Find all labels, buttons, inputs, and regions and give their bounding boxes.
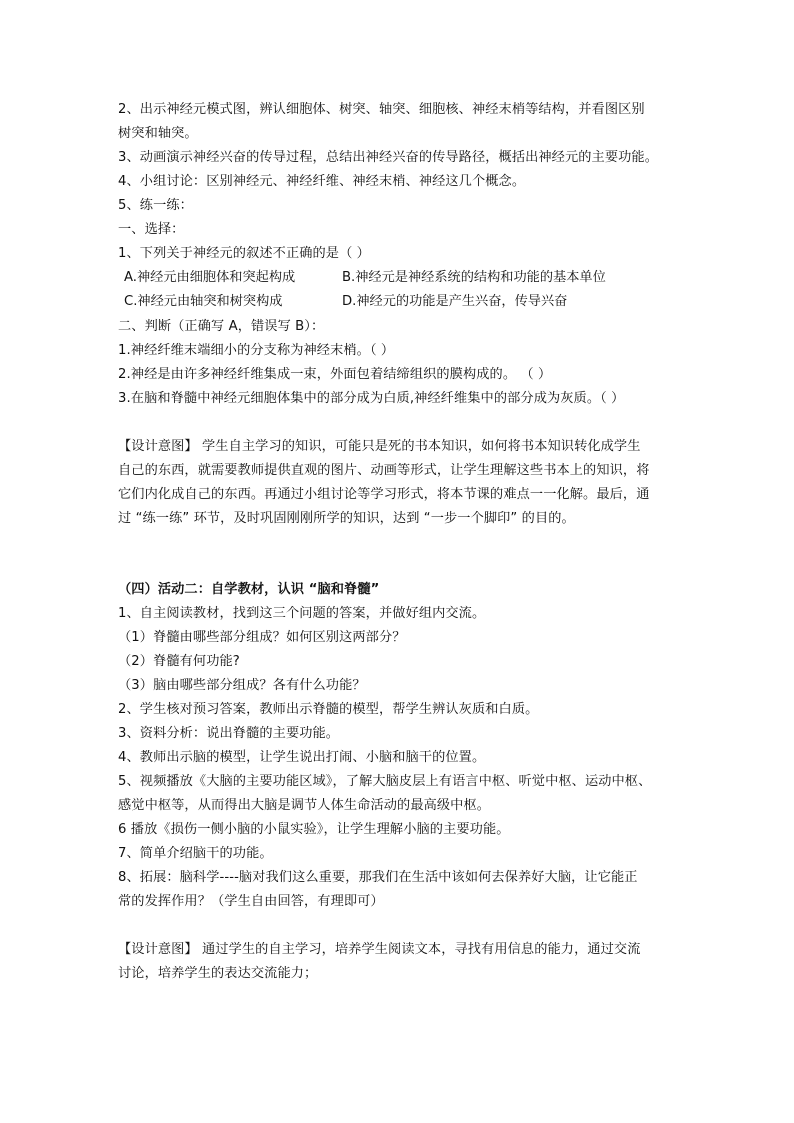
design-intent-2-line-2: 讨论，培养学生的表达交流能力； xyxy=(118,966,318,981)
activity-2-step-8-line-2: 常的发挥作用？（学生自由回答，有理即可） xyxy=(118,894,384,909)
choice-heading: 一、选择： xyxy=(118,222,185,237)
question-spinal-cord-parts: （1）脊髓由哪些部分组成？如何区别这两部分？ xyxy=(118,630,406,645)
step-5: 5、练一练： xyxy=(118,198,193,213)
question-1: 1、下列关于神经元的叙述不正确的是（ ） xyxy=(118,246,370,261)
activity-2-step-5-line-1: 5、视频播放《大脑的主要功能区域》，了解大脑皮层上有语言中枢、听觉中枢、运动中枢、 xyxy=(118,774,652,789)
option-d: D.神经元的功能是产生兴奋，传导兴奋 xyxy=(342,294,568,309)
activity-2-title: （四）活动二：自学教材，认识 “脑和脊髓” xyxy=(118,582,380,597)
activity-2-step-5-line-2: 感觉中枢等，从而得出大脑是调节人体生命活动的最高级中枢。 xyxy=(118,798,491,813)
judge-3: 3.在脑和脊髓中神经元细胞体集中的部分成为白质,神经纤维集中的部分成为灰质。（ ） xyxy=(118,391,625,406)
activity-2-step-3: 3、资料分析：说出脊髓的主要功能。 xyxy=(118,726,340,741)
step-4: 4、小组讨论：区别神经元、神经纤维、神经末梢、神经这几个概念。 xyxy=(118,174,526,189)
activity-2-step-2: 2、学生核对预习答案，教师出示脊髓的模型，帮学生辨认灰质和白质。 xyxy=(118,702,539,717)
question-brain-parts: （3）脑由哪些部分组成？各有什么功能？ xyxy=(118,678,366,693)
judge-1: 1.神经纤维末端细小的分支称为神经末梢。（ ） xyxy=(118,343,395,358)
design-intent-1-line-4: 过 “练一练” 环节，及时巩固刚刚所学的知识，达到 “一步一个脚印” 的目的。 xyxy=(118,511,575,526)
activity-2-step-6: 6 播放《损伤一侧小脑的小鼠实验》，让学生理解小脑的主要功能。 xyxy=(118,822,510,837)
step-2-line-1: 2、出示神经元模式图，辨认细胞体、树突、轴突、细胞核、神经末梢等结构，并看图区别 xyxy=(118,102,645,117)
option-c: C.神经元由轴突和树突构成 xyxy=(124,294,283,309)
step-3: 3、动画演示神经兴奋的传导过程，总结出神经兴奋的传导路径，概括出神经元的主要功能。 xyxy=(118,150,658,165)
design-intent-1-line-2: 自己的东西，就需要教师提供直观的图片、动画等形式，让学生理解这些书本上的知识，将 xyxy=(118,463,650,478)
question-spinal-cord-function: （2）脊髓有何功能? xyxy=(118,654,240,669)
judge-heading: 二、判断（正确写 A，错误写 B）： xyxy=(118,319,325,334)
option-a: A.神经元由细胞体和突起构成 xyxy=(124,270,296,285)
activity-2-step-7: 7、简单介绍脑干的功能。 xyxy=(118,846,273,861)
design-intent-1-line-3: 它们内化成自己的东西。再通过小组讨论等学习形式，将本节课的难点一一化解。最后，通 xyxy=(118,487,650,502)
activity-2-step-8-line-1: 8、拓展：脑科学----脑对我们这么重要，那我们在生活中该如何去保养好大脑，让它能正 xyxy=(118,870,638,885)
activity-2-step-1: 1、自主阅读教材，找到这三个问题的答案，并做好组内交流。 xyxy=(118,606,486,621)
judge-2: 2.神经是由许多神经纤维集成一束，外面包着结缔组织的膜构成的。 （ ） xyxy=(118,367,552,382)
activity-2-step-4: 4、教师出示脑的模型，让学生说出打闹、小脑和脑干的位置。 xyxy=(118,750,486,765)
design-intent-2-line-1: 【设计意图】 通过学生的自主学习，培养学生阅读文本，寻找有用信息的能力，通过交流 xyxy=(118,942,641,957)
design-intent-1-line-1: 【设计意图】 学生自主学习的知识，可能只是死的书本知识，如何将书本知识转化成学生 xyxy=(118,439,641,454)
option-b: B.神经元是神经系统的结构和功能的基本单位 xyxy=(342,270,606,285)
step-2-line-2: 树突和轴突。 xyxy=(118,126,198,141)
